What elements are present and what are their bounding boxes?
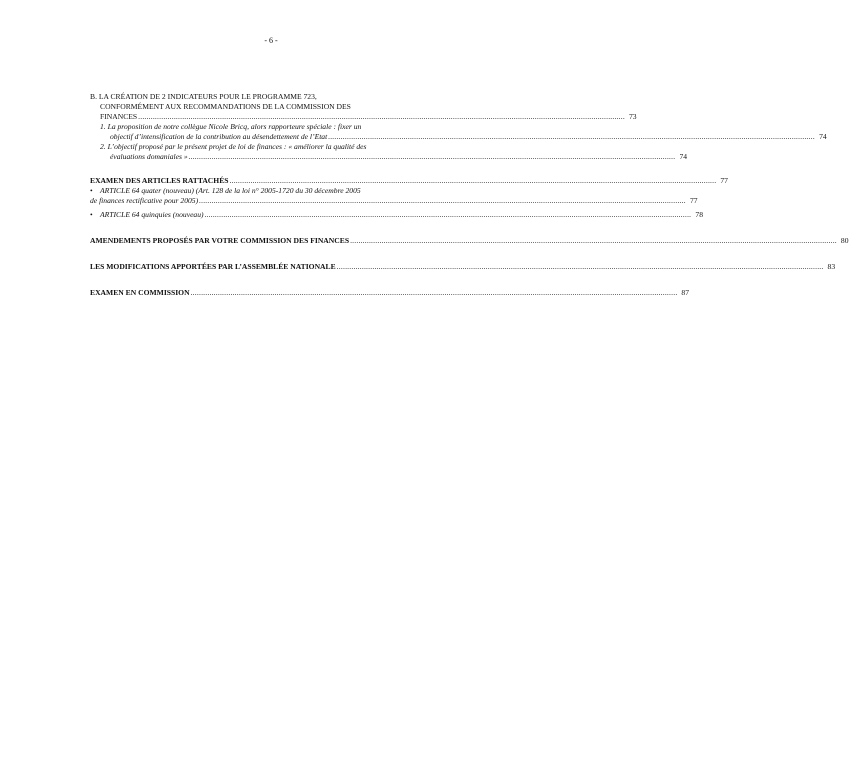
toc-item1-line1: 1. La proposition de notre collègue Nicole Bricq, alors rapporteure spéciale : fixer un — [100, 122, 362, 131]
toc-page-number: 77 — [689, 196, 698, 205]
toc-examen-commission-entry[interactable] — [90, 288, 690, 298]
toc-section-b-line3: FINANCES — [100, 112, 138, 121]
toc-bullet1-line1: ARTICLE 64 quater (nouveau) (Art. 128 de la loi n° 2005-1720 du 30 décembre 2005 — [100, 186, 361, 195]
toc-bullet2-title: ARTICLE 64 quinquies (nouveau) — [100, 210, 204, 219]
toc-item2-line2: évaluations domaniales » — [110, 152, 188, 161]
toc-examen-commission-title: EXAMEN EN COMMISSION — [90, 288, 190, 297]
toc-section-b-entry[interactable] — [90, 112, 637, 122]
toc-amendements-title: AMENDEMENTS PROPOSÉS PAR VOTRE COMMISSION DES FINANCES — [90, 236, 350, 245]
dot-leader — [230, 176, 717, 186]
bullet-icon: • — [90, 186, 93, 195]
toc-page-number: 87 — [681, 288, 690, 297]
dot-leader — [337, 262, 824, 272]
toc-page-number: 77 — [720, 176, 728, 185]
toc-bullet-article-64-quater[interactable] — [90, 186, 475, 196]
dot-leader — [350, 236, 837, 246]
toc-item2-entry[interactable] — [90, 152, 688, 162]
toc-amendements-entry[interactable] — [90, 236, 849, 246]
toc-item2-line1: 2. L’objectif proposé par le présent projet de loi de finances : « améliorer la qualité des — [100, 142, 367, 151]
dot-leader — [328, 132, 815, 142]
toc-page-number: 80 — [840, 236, 849, 245]
toc-page-number: 74 — [819, 132, 827, 141]
bullet-icon: • — [90, 210, 93, 219]
table-of-contents — [90, 92, 849, 298]
toc-item1-entry[interactable] — [90, 132, 827, 142]
toc-bullet-article-64-quinquies[interactable] — [90, 210, 703, 220]
dot-leader — [138, 112, 625, 122]
toc-bullet1-entry[interactable] — [90, 196, 698, 206]
toc-examen-articles-entry[interactable] — [90, 176, 728, 186]
toc-modifications-title: LES MODIFICATIONS APPORTÉES PAR L’ASSEMBLÉE NATIONALE — [90, 262, 336, 271]
dot-leader — [189, 152, 676, 162]
toc-modifications-entry[interactable] — [90, 262, 836, 272]
dot-leader — [199, 196, 686, 206]
toc-page-number: 78 — [695, 210, 703, 219]
toc-page-number: 73 — [628, 112, 637, 121]
dot-leader — [205, 210, 692, 220]
toc-section-b-line2: CONFORMÉMENT AUX RECOMMANDATIONS DE LA COMMISSION DES — [100, 102, 351, 111]
toc-section-b-line1: B. LA CRÉATION DE 2 INDICATEURS POUR LE PROGRAMME 723, — [90, 92, 317, 101]
page-number: - 6 - — [264, 36, 278, 45]
toc-page-number: 74 — [679, 152, 688, 161]
toc-item1-line2: objectif d’intensification de la contribution au désendettement de l’Etat — [110, 132, 328, 141]
toc-page-number: 83 — [827, 262, 836, 271]
dot-leader — [191, 288, 678, 298]
toc-bullet1-line2: de finances rectificative pour 2005) — [90, 196, 199, 205]
toc-examen-articles-title: EXAMEN DES ARTICLES RATTACHÉS — [90, 176, 229, 185]
